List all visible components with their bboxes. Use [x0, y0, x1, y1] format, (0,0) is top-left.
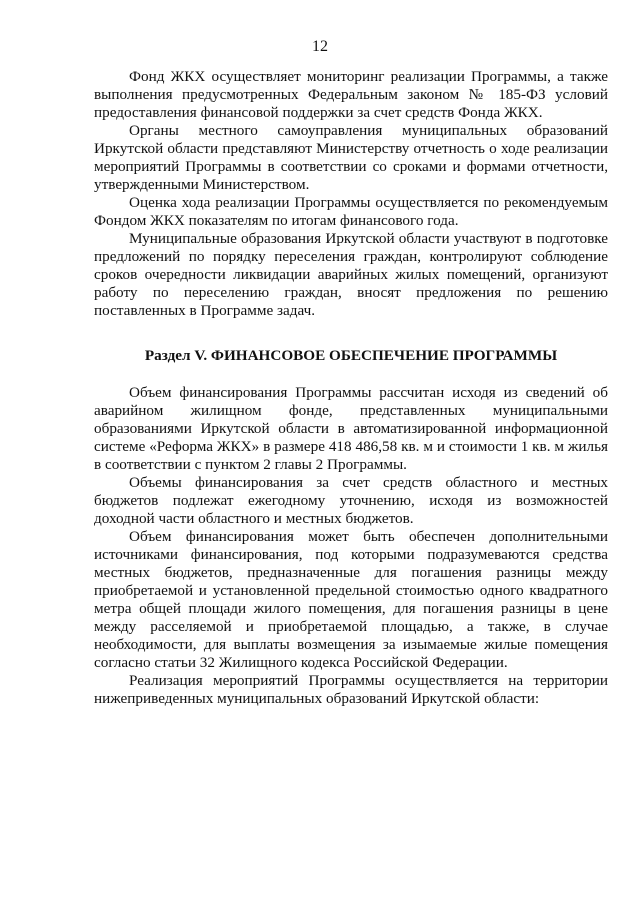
paragraph-funding-volume: Объем финансирования Программы рассчитан исходя из сведений об аварийном жилищном фонде, представленных муниципальными образованиями Иркутской области в автоматизированной информационной системе «Реформа ЖКХ» в размере 418 486,58 кв. м и стоимости 1 кв. м жилья в соответствии с пунктом 2 главы 2 Программы.	[94, 384, 608, 473]
page-body	[94, 68, 608, 708]
paragraph-municipal-participation: Муниципальные образования Иркутской области участвуют в подготовке предложений по порядку переселения граждан, контролируют соблюдение сроков очередности ликвидации аварийных жилых помещений, организуют работу по переселению граждан, вносят предложения по решению поставленных в Программе задач.	[94, 230, 608, 319]
paragraph-additional-sources: Объем финансирования может быть обеспечен дополнительными источниками финансирования, под которыми подразумеваются средства местных бюджетов, предназначенные для погашения разницы между приобретаемой и установленной предельной стоимостью одного квадратного метра общей площади жилого помещения, для погашения разницы в цене между расселяемой и приобретаемой площадью, а также, в случае необходимости, для выплаты возмещения за изымаемые жилые помещения согласно статьи 32 Жилищного кодекса Российской Федерации.	[94, 528, 608, 671]
paragraph-monitoring: Фонд ЖКХ осуществляет мониторинг реализации Программы, а также выполнения предусмотренных Федеральным законом № 185-ФЗ условий предоставления финансовой поддержки за счет средств Фонда ЖКХ.	[94, 68, 608, 121]
paragraph-evaluation: Оценка хода реализации Программы осуществляется по рекомендуемым Фондом ЖКХ показателям по итогам финансового года.	[94, 194, 608, 229]
paragraph-reporting: Органы местного самоуправления муниципальных образований Иркутской области представляют Министерству отчетность о ходе реализации мероприятий Программы в соответствии со сроками и формами отчетности, утвержденными Министерством.	[94, 122, 608, 193]
section-heading: Раздел V. ФИНАНСОВОЕ ОБЕСПЕЧЕНИЕ ПРОГРАММЫ	[144, 347, 558, 364]
page-number: 12	[312, 38, 328, 55]
paragraph-budget-adjustment: Объемы финансирования за счет средств областного и местных бюджетов подлежат ежегодному уточнению, исходя из возможностей доходной части областного и местных бюджетов.	[94, 474, 608, 527]
paragraph-territory: Реализация мероприятий Программы осуществляется на территории нижеприведенных муниципальных образований Иркутской области:	[94, 672, 608, 707]
